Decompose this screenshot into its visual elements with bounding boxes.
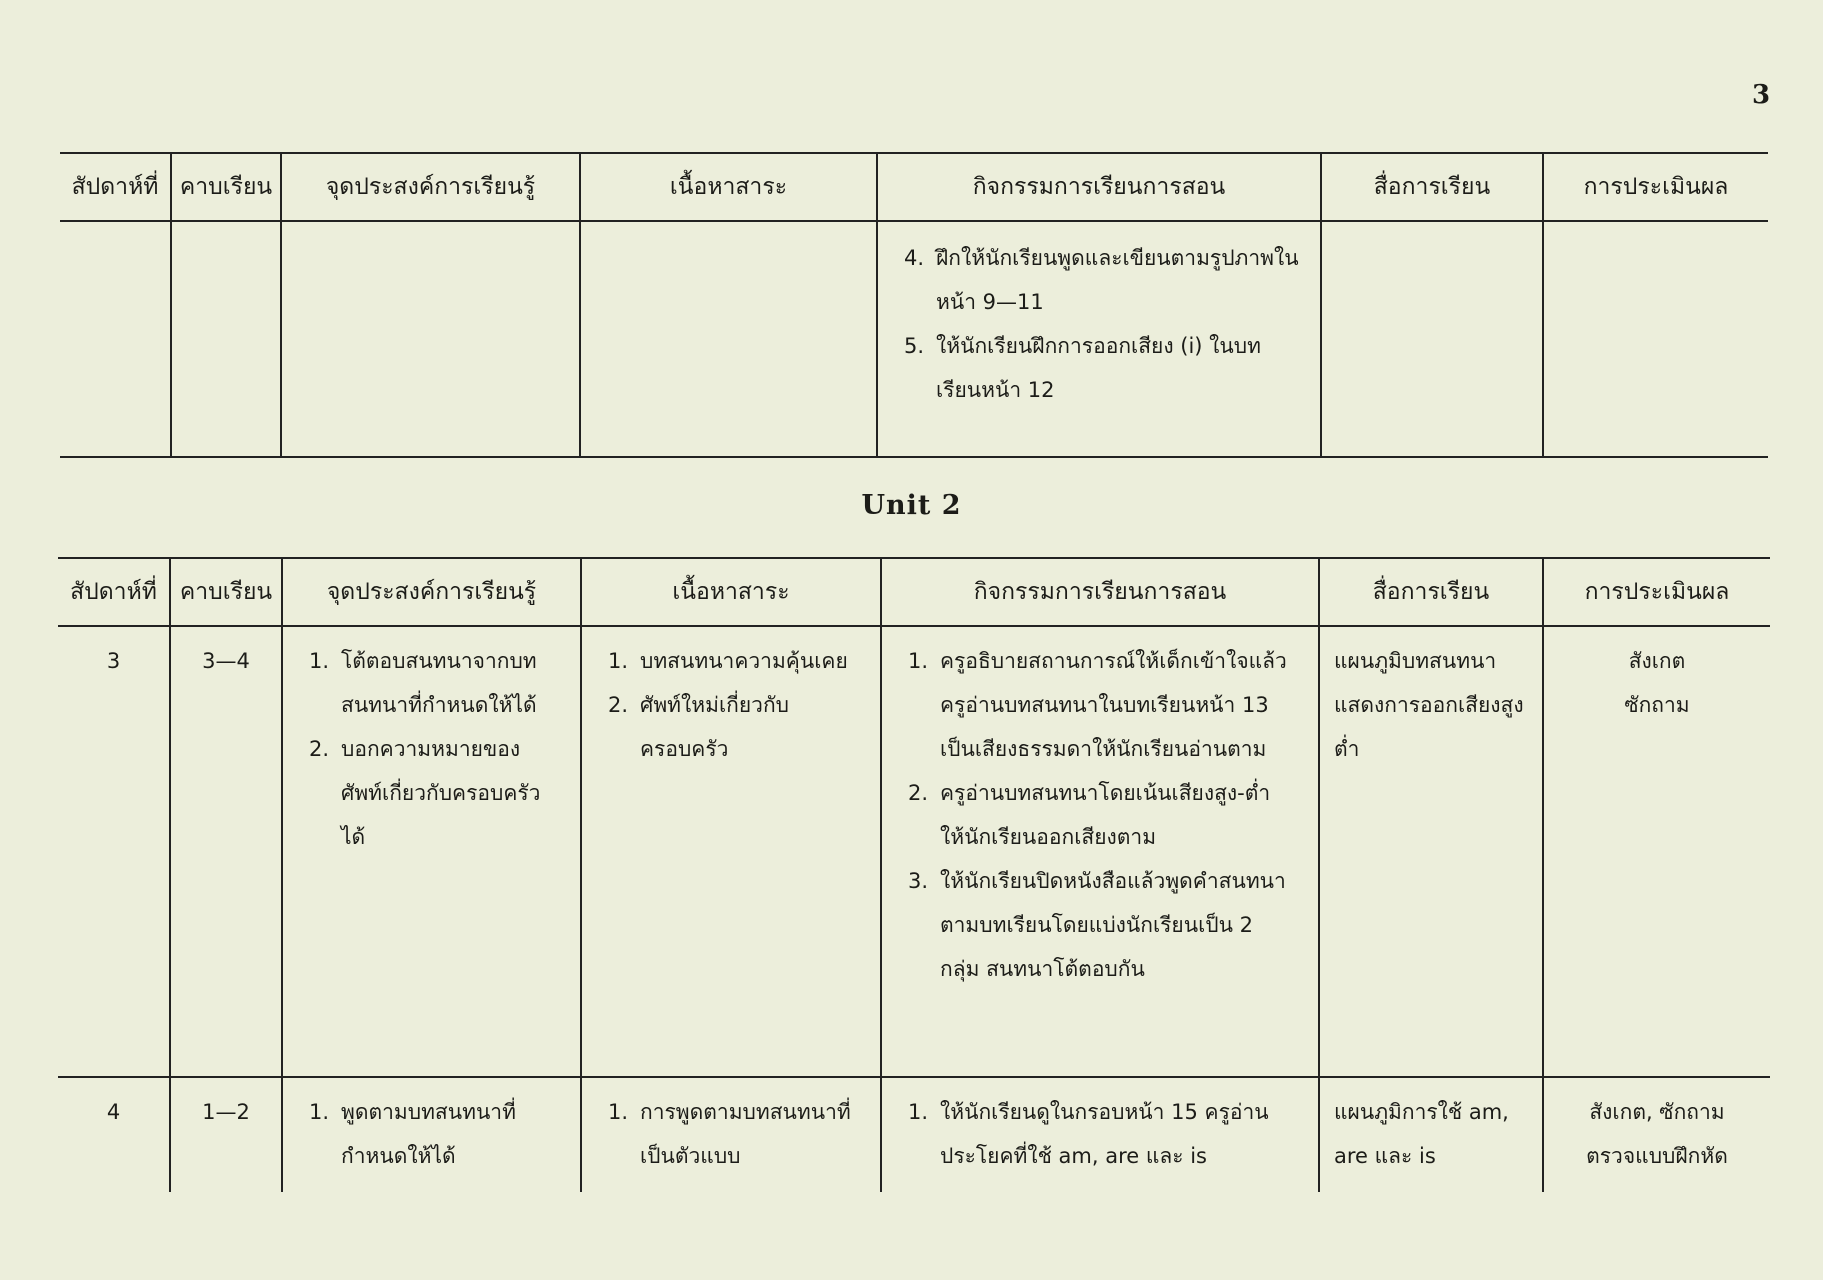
header-week: สัปดาห์ที่ (58, 558, 170, 626)
evaluation-cell (1543, 221, 1768, 457)
table-header-row (60, 153, 1768, 221)
header-evaluation: การประเมินผล (1543, 558, 1770, 626)
evaluation-cell (1543, 1077, 1770, 1192)
page-number: 3 (1752, 80, 1771, 110)
lesson-plan-table-unit1 (60, 152, 1768, 458)
activity-item: 2. ครูอ่านบทสนทนาโดยเน้นเสียงสูง-ต่ำ ให้นักเรียนออกเสียงตาม (908, 781, 1271, 849)
header-media: สื่อการเรียน (1321, 153, 1543, 221)
objectives-cell (282, 626, 581, 1077)
header-period: คาบเรียน (170, 558, 282, 626)
activities-cell (881, 1077, 1319, 1192)
header-activities: กิจกรรมการเรียนการสอน (881, 558, 1319, 626)
header-media: สื่อการเรียน (1319, 558, 1543, 626)
content-item: 1. บทสนทนาความคุ้นเคย (608, 649, 848, 673)
objective-item: 1. พูดตามบทสนทนาที่กำหนดให้ได้ (309, 1100, 516, 1168)
objective-item: 1. โต้ตอบสนทนาจากบทสนทนาที่กำหนดให้ได้ (309, 649, 537, 717)
content-cell (581, 626, 881, 1077)
table-row (60, 221, 1768, 457)
header-activities: กิจกรรมการเรียนการสอน (877, 153, 1321, 221)
evaluation-cell (1543, 626, 1770, 1077)
media-cell (1321, 221, 1543, 457)
header-week: สัปดาห์ที่ (60, 153, 171, 221)
week-cell: 3 (58, 626, 170, 1077)
lesson-plan-table-unit2 (58, 557, 1770, 1192)
activity-item: 1. ครูอธิบายสถานการณ์ให้เด็กเข้าใจแล้วครูอ่านบทสนทนาในบทเรียนหน้า 13 เป็นเสียงธรรมดาให้นักเรียนอ่านตาม (908, 649, 1287, 761)
period-cell (171, 221, 281, 457)
activity-item: 5. ให้นักเรียนฝึกการออกเสียง (i) ในบทเรียนหน้า 12 (904, 334, 1261, 402)
objectives-cell (282, 1077, 581, 1192)
activity-item: 4. ฝึกให้นักเรียนพูดและเขียนตามรูปภาพในหน้า 9—11 (904, 246, 1299, 314)
table-row (58, 1077, 1770, 1192)
media-cell: แผนภูมิบทสนทนาแสดงการออกเสียงสูงต่ำ (1319, 626, 1543, 1077)
content-cell (580, 221, 877, 457)
period-cell: 1—2 (170, 1077, 282, 1192)
header-period: คาบเรียน (171, 153, 281, 221)
week-cell: 4 (58, 1077, 170, 1192)
content-cell (581, 1077, 881, 1192)
activity-item: 1. ให้นักเรียนดูในกรอบหน้า 15 ครูอ่านประโยคที่ใช้ am, are และ is (908, 1100, 1269, 1168)
header-content: เนื้อหาสาระ (580, 153, 877, 221)
content-item: 1. การพูดตามบทสนทนาที่เป็นตัวแบบ (608, 1100, 851, 1168)
week-cell (60, 221, 171, 457)
header-objectives: จุดประสงค์การเรียนรู้ (282, 558, 581, 626)
header-evaluation: การประเมินผล (1543, 153, 1768, 221)
evaluation-item: ซักถาม (1624, 693, 1690, 717)
unit-title: Unit 2 (861, 490, 962, 521)
table-header-row (58, 558, 1770, 626)
activity-item: 3. ให้นักเรียนปิดหนังสือแล้วพูดคำสนทนาตามบทเรียนโดยแบ่งนักเรียนเป็น 2 กลุ่ม สนทนาโต้ตอบกัน (908, 869, 1286, 981)
evaluation-item: ตรวจแบบฝึกหัด (1586, 1144, 1728, 1168)
activities-cell (881, 626, 1319, 1077)
activities-cell (877, 221, 1321, 457)
period-cell: 3—4 (170, 626, 282, 1077)
evaluation-item: สังเกต, ซักถาม (1589, 1100, 1725, 1124)
objective-item: 2. บอกความหมายของศัพท์เกี่ยวกับครอบครัวได้ (309, 737, 541, 849)
media-cell: แผนภูมิการใช้ am, are และ is (1319, 1077, 1543, 1192)
content-item: 2. ศัพท์ใหม่เกี่ยวกับครอบครัว (608, 693, 789, 761)
table-row (58, 626, 1770, 1077)
header-content: เนื้อหาสาระ (581, 558, 881, 626)
header-objectives: จุดประสงค์การเรียนรู้ (281, 153, 580, 221)
objectives-cell (281, 221, 580, 457)
evaluation-item: สังเกต (1628, 649, 1686, 673)
